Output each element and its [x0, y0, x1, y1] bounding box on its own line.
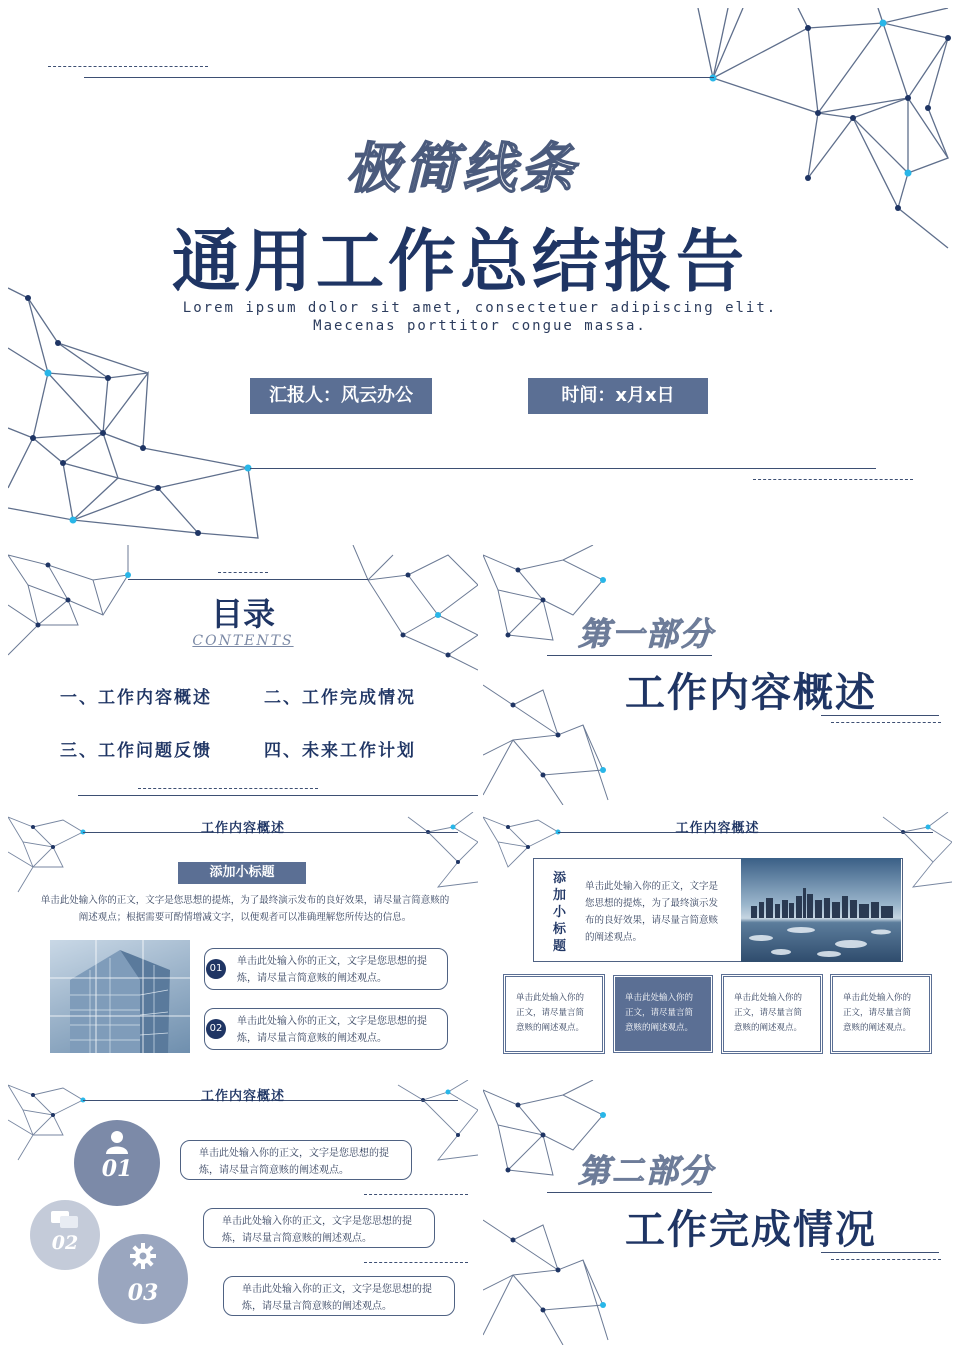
chat-icon	[50, 1210, 80, 1230]
building-photo	[50, 940, 190, 1053]
slide-a-subtitle-badge: 添加小标题	[178, 862, 306, 884]
section1-top-line	[547, 655, 712, 656]
toc-title: 目录	[210, 595, 275, 633]
cover-main-title: 通用工作总结报告	[172, 222, 749, 302]
slide-a-point-num-2: 02	[206, 1019, 226, 1039]
slide-b-card-2: 单击此处输入你的正文，请尽量言简意赅的阐述观点。	[612, 974, 714, 1054]
slide-b-vertical-label: 添加小标题	[553, 871, 567, 954]
section1-title: 工作内容概述	[625, 669, 877, 716]
bottom-dashed-line	[753, 479, 913, 480]
section1-bottom-line	[821, 715, 939, 716]
slide-c-dash-1	[364, 1194, 468, 1195]
slide-c-box-1: 单击此处输入你的正文，文字是您思想的提炼，请尽量言简意赅的阐述观点。	[180, 1140, 412, 1180]
toc-bottom-dash	[138, 788, 318, 789]
slide-a-point-box-1	[204, 948, 448, 990]
gear-icon	[129, 1242, 157, 1270]
slide-b-text: 单击此处输入你的正文，文字是您思想的提炼，为了最终演示发布的良好效果，请尽量言简意赅的阐述观点。	[585, 881, 719, 943]
slide-b-card-4: 单击此处输入你的正文，请尽量言简意赅的阐述观点。	[830, 974, 932, 1054]
slide-c-box-3: 单击此处输入你的正文，文字是您思想的提炼，请尽量言简意赅的阐述观点。	[223, 1276, 455, 1316]
section2-slide	[483, 1080, 952, 1345]
toc-top-dash	[218, 572, 268, 573]
toc-slide	[8, 545, 478, 805]
slide-b-header: 工作内容概述	[675, 821, 760, 836]
toc-bottom-line	[78, 795, 478, 796]
user-icon	[104, 1130, 130, 1154]
cover-subtitle-line2: Maecenas porttitor congue massa.	[313, 318, 647, 334]
time-badge: 时间：x月x日	[528, 378, 708, 414]
network-decoration	[8, 545, 478, 805]
slide-c-dash-2	[364, 1262, 468, 1263]
toc-subtitle: CONTENTS	[192, 633, 294, 649]
slide-b-card-1: 单击此处输入你的正文，请尽量言简意赅的阐述观点。	[503, 974, 605, 1054]
content-slide-c	[8, 1080, 478, 1345]
toc-item-1[interactable]: 一、工作内容概述	[60, 688, 212, 708]
section2-bottom-line	[821, 1252, 939, 1253]
section2-bottom-dash	[831, 1259, 941, 1260]
section1-slide	[483, 545, 952, 805]
slide-a-point-box-2	[204, 1008, 448, 1050]
bottom-solid-line	[250, 468, 876, 469]
slide-a-header: 工作内容概述	[200, 821, 285, 836]
section1-outline-title: 第一部分	[578, 615, 715, 653]
slide-c-header: 工作内容概述	[200, 1089, 285, 1104]
cover-slide	[8, 8, 952, 540]
section2-top-line	[547, 1192, 712, 1193]
toc-item-4[interactable]: 四、未来工作计划	[264, 741, 416, 761]
slide-a-paragraph: 单击此处输入你的正文，文字是您思想的提炼，为了最终演示发布的良好效果，请尽量言简意赅的阐述观点；根据需要可酌情增减文字，以便观者可以准确理解您所传达的信息。	[40, 895, 450, 923]
cover-outline-title: 极简线条	[346, 136, 578, 200]
reporter-badge: 汇报人：风云办公	[250, 378, 432, 414]
toc-item-3[interactable]: 三、工作问题反馈	[60, 741, 212, 761]
slide-a-point-text-1: 单击此处输入你的正文，文字是您思想的提炼，请尽量言简意赅的阐述观点。	[237, 956, 427, 984]
circle-03-num: 03	[127, 1280, 159, 1306]
circle-02-num: 02	[51, 1232, 79, 1254]
slide-c-box-2: 单击此处输入你的正文，文字是您思想的提炼，请尽量言简意赅的阐述观点。	[203, 1208, 435, 1248]
toc-top-line	[128, 579, 368, 580]
slide-a-point-num-1: 01	[206, 959, 226, 979]
circle-01-num: 01	[101, 1156, 133, 1182]
toc-item-2[interactable]: 二、工作完成情况	[264, 688, 416, 708]
top-solid-line	[84, 77, 714, 78]
slide-a-point-text-2: 单击此处输入你的正文，文字是您思想的提炼，请尽量言简意赅的阐述观点。	[237, 1016, 427, 1044]
city-skyline-photo	[741, 858, 901, 962]
top-dashed-line	[48, 66, 208, 67]
slide-b-card-3: 单击此处输入你的正文，请尽量言简意赅的阐述观点。	[721, 974, 823, 1054]
section2-title: 工作完成情况	[625, 1206, 877, 1253]
content-slide-b	[483, 812, 952, 1074]
cover-subtitle-line1: Lorem ipsum dolor sit amet, consectetuer adipiscing elit.	[182, 300, 778, 316]
section1-bottom-dash	[831, 722, 941, 723]
section2-outline-title: 第二部分	[578, 1152, 715, 1190]
content-slide-a	[8, 812, 478, 1074]
